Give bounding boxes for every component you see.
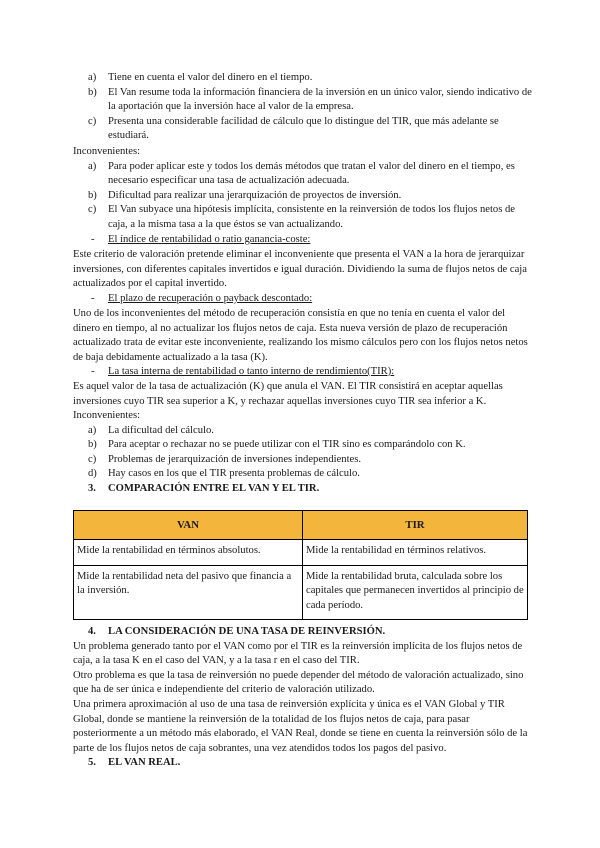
inconvenientes-section-2: [73, 409, 533, 497]
table-row: [74, 540, 528, 566]
comparison-table: [73, 510, 528, 620]
list-item: c) El Van subyace una hipótesis implícita, consistente en la reinversión de todos los flujos netos de caja, a la misma tasa a la que éstos se van actualizando.: [88, 204, 515, 230]
paragraph-reinversion-1: Un problema generado tanto por el VAN como por el TIR es la reinversión implícita de los flujos netos de caja, a la tasa K en el caso del VAN, y a la tasa r en el caso del TIR.: [73, 640, 523, 667]
paragraph-reinversion-2: Otro problema es que la tasa de reinversión no puede depender del método de valoración actualizado, sino que ha de ser única e independiente del criterio de valoración utilizado.: [73, 669, 524, 696]
subheading-tir: [73, 365, 533, 380]
table-cell: Mide la rentabilidad en términos relativos.: [303, 540, 528, 566]
list-item: b) El Van resume toda la información financiera de la inversión en un único valor, siendo indicativo de la aportación que la inversión hace al valor de la empresa.: [88, 86, 532, 113]
subheading-indice-rentabilidad: - El índice de rentabilidad o ratio ganancia-coste:: [91, 233, 311, 245]
list-item: c) Problemas de jerarquización de inversiones independientes.: [88, 453, 361, 465]
subheading-payback: [73, 292, 533, 307]
table-cell: Mide la rentabilidad bruta, calculada sobre los capitales que permanecen invertidos al principio de cada período.: [303, 565, 528, 620]
table-cell: Mide la rentabilidad en términos absolutos.: [74, 540, 303, 566]
inconvenientes-label: Inconvenientes:: [73, 146, 141, 157]
section-heading-3: 3. COMPARACIÓN ENTRE EL VAN Y EL TIR.: [88, 482, 320, 494]
section-heading-5: 5. EL VAN REAL.: [88, 757, 181, 769]
list-item: c) Presenta una considerable facilidad de cálculo que lo distingue del TIR, que más adelante se estudiará.: [88, 115, 499, 142]
inconvenientes-label: Inconvenientes:: [73, 410, 141, 421]
list-item: a) Tiene en cuenta el valor del dinero en el tiempo.: [88, 72, 313, 83]
table-header-van: VAN: [74, 511, 303, 540]
paragraph-payback: Uno de los inconvenientes del método de recuperación consistía en que no tenía en cuenta el valor del dinero en tiempo, al no actualizar los flujos netos de caja. Esta nueva versión de plazo de recuperación actualizado trata de evitar este inconveniente, realizando los mismo cálculos pero con los flujos netos netos de baja debidamente actualizado a la tasa (K).: [73, 308, 528, 363]
advantages-list: [73, 71, 533, 144]
table-cell: Mide la rentabilidad neta del pasivo que financia a la inversión.: [74, 565, 303, 620]
list-item: b) Dificultad para realizar una jerarquización de proyectos de inversión.: [88, 189, 402, 201]
table-row: [74, 565, 528, 620]
dash-item: - El plazo de recuperación o payback descontado:: [91, 293, 313, 304]
dash-item: - La tasa interna de rentabilidad o tanto interno de rendimiento(TIR):: [91, 366, 395, 377]
section-heading-4: 4. LA CONSIDERACIÓN DE UNA TASA DE REINVERSIÓN.: [88, 626, 386, 637]
list-item: a) La dificultad del cálculo.: [88, 424, 214, 436]
inconvenientes-section-1: [73, 145, 533, 247]
paragraph-tir: Es aquel valor de la tasa de actualización (K) que anula el VAN. El TIR consistirá en aceptar aquellas inversiones cuyo TIR sea superior a K, y rechazar aquellas inversiones cuyo TIR sea inferior a K.: [73, 381, 503, 407]
paragraph-indice: Este criterio de valoración pretende eliminar el inconveniente que presenta el VAN a la hora de jerarquizar inversiones, con diferentes capitales invertidos e igual duración. Dividiendo la suma de flujos netos de caja actualizados por el capital invertido.: [73, 249, 527, 290]
list-item: d) Hay casos en los que el TIR presenta problemas de cálculo.: [88, 468, 360, 480]
paragraph-reinversion-3: Una primera aproximación al uso de una tasa de reinversión explícita y única es el VAN Global y TIR Global, donde se mantiene la reinversión de la totalidad de los flujos netos de caja, para pasar posteriormente a un método más elaborado, el VAN Real, donde se tiene en cuenta la reinversión sólo de la parte de los flujos netos de caja sobrantes, una vez atendidos todos los pagos del pasivo.: [73, 698, 528, 754]
table-header-row: [74, 511, 528, 540]
section-4: [73, 625, 533, 771]
list-item: b) Para aceptar o rechazar no se puede utilizar con el TIR sino es comparándolo con K.: [88, 439, 466, 451]
table-header-tir: TIR: [303, 511, 528, 540]
list-item: a) Para poder aplicar este y todos los demás métodos que tratan el valor del dinero en el tiempo, es necesario especificar una tasa de actualización adecuada.: [88, 160, 515, 187]
